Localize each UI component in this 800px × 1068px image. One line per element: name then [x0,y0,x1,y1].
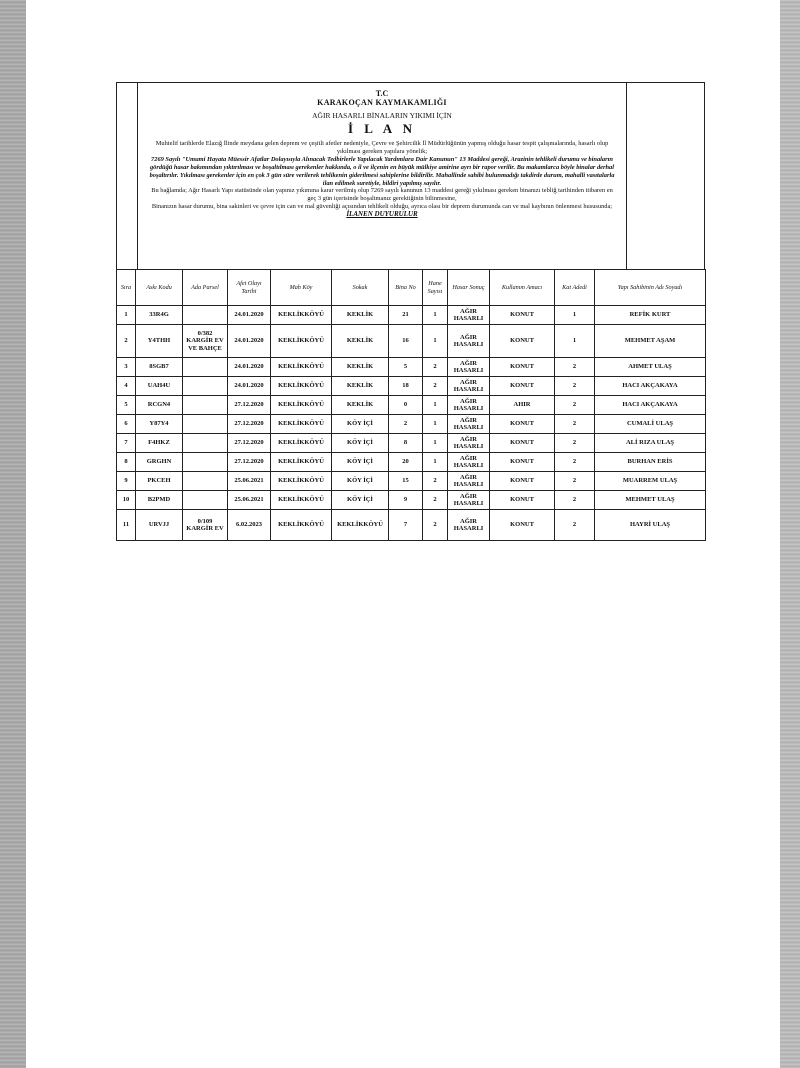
table-cell: BURHAN ERİS [595,453,706,472]
table-cell: 1 [423,325,448,358]
table-cell: MEHMET AŞAM [595,325,706,358]
table-cell: 6.02.2023 [228,510,271,541]
table-cell: 2 [555,453,595,472]
table-cell: 2 [555,472,595,491]
table-cell: AĞIR HASARLI [448,510,490,541]
col-header: Askı Kodu [136,270,183,306]
table-cell: 2 [555,434,595,453]
table-cell [183,434,228,453]
body-paragraph-2: 7269 Sayılı "Umumi Hayata Müessir Afatlar Dolayısıyla Alınacak Tedbirlerle Yapılacak Yardımlara Dair Kanunun" 13 Maddesi gereği, Arazinin tehlikeli durumu ve binaların gördüğü hasar bakımından yıktırılması ve boşaltılması gerekenler hakkında, o il ve ilçenin en büyük mülkiye amirine ayrı bir rapor verilir. Bu makamlarca böyle binalar derhal boşaltırılır. Yıkılması gerekenler için en çok 3 gün süre verilerek tehlikenin giderilmesi sahiplerine bildirilir. Mahallinde sahibi bulunmadığı takdirde durum, mahalli vasıtalarla ilan edilmek suretiyle, bildiri yapılmış sayılır. [149,155,615,187]
table-cell: 11 [117,510,136,541]
table-cell: RCGN4 [136,396,183,415]
table-cell: 0 [389,396,423,415]
table-cell [183,472,228,491]
table-cell: F4HKZ [136,434,183,453]
scan-edge-left [0,0,26,1068]
col-header: Bina No [389,270,423,306]
table-cell: 5 [117,396,136,415]
table-cell: PKCEH [136,472,183,491]
table-cell: AĞIR HASARLI [448,453,490,472]
table-cell: KÖY İÇİ [332,415,389,434]
table-cell: HACI AKÇAKAYA [595,396,706,415]
table-cell: 4 [117,377,136,396]
table-cell: 8 [389,434,423,453]
table-cell: KONUT [490,453,555,472]
table-cell: KONUT [490,415,555,434]
table-cell [183,453,228,472]
table-cell: 0/109 KARGİR EV [183,510,228,541]
col-header: Kullanım Amacı [490,270,555,306]
header-title: İ L A N [347,121,417,136]
table-cell: KÖY İÇİ [332,491,389,510]
scan-edge-right [780,0,800,1068]
table-cell: 2 [389,415,423,434]
table-cell: 25.06.2021 [228,491,271,510]
table-cell: 21 [389,306,423,325]
table-cell: 2 [555,415,595,434]
table-row [117,396,706,415]
table-cell: AĞIR HASARLI [448,472,490,491]
table-cell: 1 [423,306,448,325]
table-cell: 6 [117,415,136,434]
body-paragraph-4: Binanızın hasar durumu, bina sakinleri ve çevre için can ve mal güvenliği açısından tehlikeli olduğu, ayrıca olası bir deprem durumunda can ve mal kaybının önlenmesi hususunda; [151,203,613,211]
table-cell: KEKLİKKÖYÜ [271,325,332,358]
table-cell: AĞIR HASARLI [448,491,490,510]
body-closing: İLANEN DUYURULUR [346,210,418,219]
table-cell: KONUT [490,325,555,358]
table-cell [183,491,228,510]
table-cell: 33R4G [136,306,183,325]
table-cell: 2 [117,325,136,358]
table-cell: 2 [555,377,595,396]
table-cell: 9 [389,491,423,510]
table-cell: KEKLİKKÖYÜ [271,510,332,541]
table-row [117,377,706,396]
table-cell: 2 [423,510,448,541]
table-cell: KEKLİK [332,396,389,415]
table-cell: CUMALİ ULAŞ [595,415,706,434]
notice-page [116,82,705,541]
table-cell: 8 [117,453,136,472]
table-cell: HACI AKÇAKAYA [595,377,706,396]
table-cell: KONUT [490,510,555,541]
table-cell: 7 [117,434,136,453]
table-cell: KEKLİK [332,377,389,396]
table-cell: 2 [555,510,595,541]
col-header: Hane Sayısı [423,270,448,306]
table-cell: AĞIR HASARLI [448,396,490,415]
table-cell: 2 [555,358,595,377]
table-row [117,358,706,377]
table-row [117,325,706,358]
table-cell: 20 [389,453,423,472]
notice-text-box [137,83,627,269]
col-header: Afet Olayı Tarihi [228,270,271,306]
table-cell: 9 [117,472,136,491]
table-cell: KEKLİKKÖYÜ [271,472,332,491]
col-header: Sokak [332,270,389,306]
table-cell: KEKLİKKÖYÜ [271,491,332,510]
table-cell: KONUT [490,491,555,510]
table-cell: KEKLİK [332,306,389,325]
table-cell: Y87Y4 [136,415,183,434]
table-cell: 16 [389,325,423,358]
table-cell: KEKLİK [332,358,389,377]
table-cell: UAH4U [136,377,183,396]
col-header: Kat Adedi [555,270,595,306]
building-table [116,269,706,541]
header-subtitle: AĞIR HASARLI BİNALARIN YIKIMI İÇİN [312,111,452,120]
table-cell: KÖY İÇİ [332,472,389,491]
table-cell: 27.12.2020 [228,434,271,453]
table-row [117,415,706,434]
table-cell: KEKLİKKÖYÜ [271,396,332,415]
table-cell: 10 [117,491,136,510]
table-cell: GRGHN [136,453,183,472]
table-cell: 2 [423,491,448,510]
table-cell: 5 [389,358,423,377]
table-cell: B2PMD [136,491,183,510]
table-cell: 1 [555,306,595,325]
table-row [117,472,706,491]
table-row [117,306,706,325]
table-cell: 27.12.2020 [228,396,271,415]
table-cell [183,306,228,325]
table-cell: AĞIR HASARLI [448,358,490,377]
col-header: Hasar Sonuç [448,270,490,306]
notice-header-box [116,82,705,269]
table-cell: 1 [423,453,448,472]
table-cell: 24.01.2020 [228,306,271,325]
table-cell: KEKLİKKÖYÜ [271,415,332,434]
table-cell: REFİK KURT [595,306,706,325]
table-cell: 18 [389,377,423,396]
table-cell: 27.12.2020 [228,415,271,434]
header-office: KARAKOÇAN KAYMAKAMLIĞI [317,98,447,107]
table-header-row [117,270,706,306]
table-cell: 25.06.2021 [228,472,271,491]
table-row [117,491,706,510]
table-cell: KEKLİKKÖYÜ [271,377,332,396]
table-cell: MEHMET ULAŞ [595,491,706,510]
table-cell [183,415,228,434]
table-cell [183,377,228,396]
table-row [117,453,706,472]
table-cell: KEKLİKKÖYÜ [332,510,389,541]
body-paragraph-3: Bu bağlamda; Ağır Hasarlı Yapı statüsünde olan yapınız yıkımına karar verilmiş olup 7269 sayılı kanunun 13 maddesi gereği yıkılması gereken binanızı tebliğ tarihinden itibaren en geç 3 gün içerisinde boşaltmanız gerektiğinin bilinmesine, [151,187,613,203]
table-cell: 24.01.2020 [228,325,271,358]
table-cell: URVJJ [136,510,183,541]
col-header: Yapı Sahibinin Adı Soyadı [595,270,706,306]
table-cell: AHMET ULAŞ [595,358,706,377]
table-cell: 0/382 KARGİR EV VE BAHÇE [183,325,228,358]
table-body [117,306,706,541]
table-cell: KEKLİK [332,325,389,358]
table-cell: 2 [423,377,448,396]
table-cell: 1 [117,306,136,325]
notice-body [146,140,618,219]
table-row [117,510,706,541]
table-cell: Y4THH [136,325,183,358]
table-cell: KÖY İÇİ [332,434,389,453]
header-tc: T.C [375,89,389,98]
table-cell: 2 [423,472,448,491]
table-cell: KEKLİKKÖYÜ [271,358,332,377]
table-cell [183,358,228,377]
table-cell: KÖY İÇİ [332,453,389,472]
table-cell: KONUT [490,434,555,453]
table-cell: AHIR [490,396,555,415]
table-cell: MUARREM ULAŞ [595,472,706,491]
table-cell: KONUT [490,306,555,325]
table-cell: KEKLİKKÖYÜ [271,434,332,453]
col-header: Sıra [117,270,136,306]
table-cell: KEKLİKKÖYÜ [271,453,332,472]
table-cell: 1 [555,325,595,358]
table-cell: 1 [423,396,448,415]
table-cell: KONUT [490,377,555,396]
table-cell: 24.01.2020 [228,377,271,396]
table-cell: 27.12.2020 [228,453,271,472]
table-cell: ALİ RIZA ULAŞ [595,434,706,453]
table-cell: AĞIR HASARLI [448,377,490,396]
table-cell: 2 [555,491,595,510]
col-header: Ada Parsel [183,270,228,306]
table-cell: KEKLİKKÖYÜ [271,306,332,325]
table-cell: KONUT [490,472,555,491]
table-cell: 24.01.2020 [228,358,271,377]
table-cell: KONUT [490,358,555,377]
col-header: Mah Köy [271,270,332,306]
table-cell: HAYRİ ULAŞ [595,510,706,541]
table-cell: 7 [389,510,423,541]
table-row [117,434,706,453]
table-cell: 8SGB7 [136,358,183,377]
table-cell: 3 [117,358,136,377]
table-cell: AĞIR HASARLI [448,434,490,453]
table-cell: 15 [389,472,423,491]
table-cell: 1 [423,415,448,434]
table-cell: AĞIR HASARLI [448,415,490,434]
table-cell [183,396,228,415]
table-cell: 2 [423,358,448,377]
table-cell: 2 [555,396,595,415]
body-paragraph-1: Muhtelif tarihlerde Elazığ İlinde meydana gelen deprem ve çeşitli afetler nedeniyle, Çevre ve Şehircilik İl Müdürlüğünün yapmış olduğu hasar tespit çalışmalarında, hasarlı olup yıkılması gereken yapılara yönelik; [155,140,609,155]
table-cell: AĞIR HASARLI [448,306,490,325]
table-cell: 1 [423,434,448,453]
table-cell: AĞIR HASARLI [448,325,490,358]
